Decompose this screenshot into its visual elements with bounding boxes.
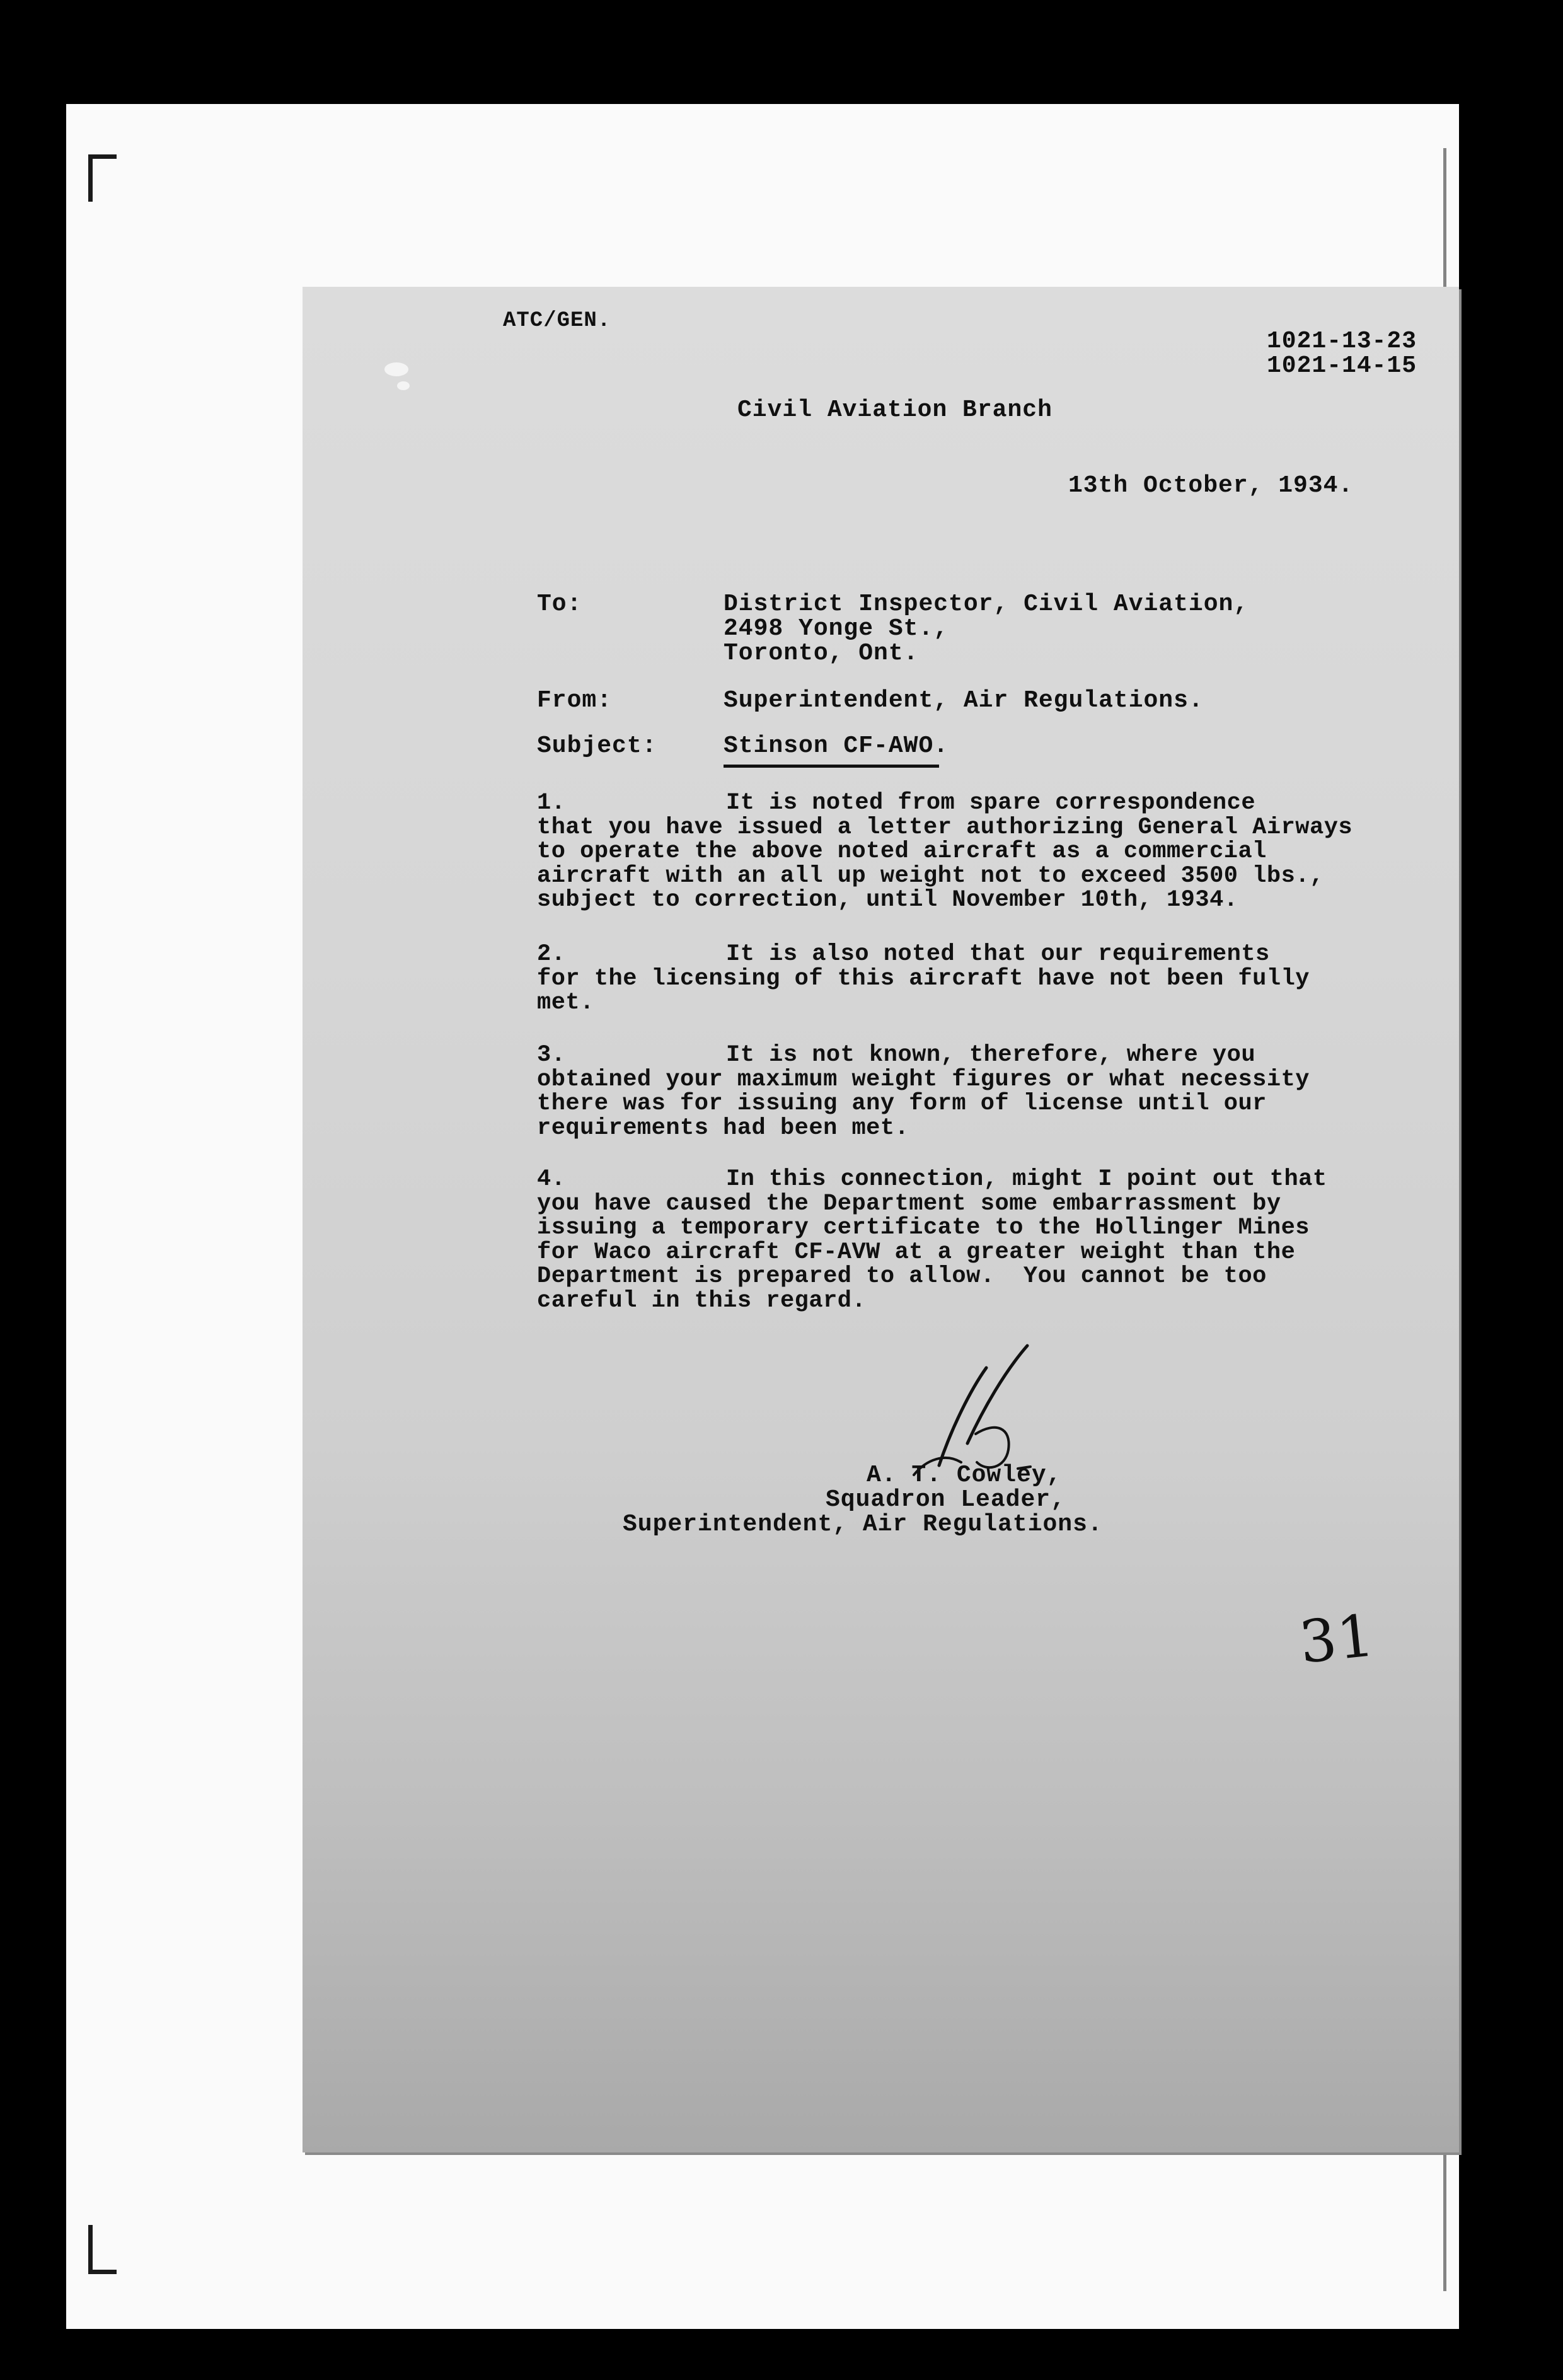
signature-rank: Squadron Leader, xyxy=(826,1486,1066,1513)
to-address-line: District Inspector, Civil Aviation, xyxy=(724,591,1249,618)
page-number-annotation: 31 xyxy=(1296,1602,1378,1677)
paragraph-line: requirements had been met. xyxy=(537,1114,909,1141)
paragraph-line: aircraft with an all up weight not to exceed 3500 lbs., xyxy=(537,862,1324,889)
crop-mark-top-left-bar xyxy=(88,154,117,159)
letter-date: 13th October, 1934. xyxy=(1068,472,1354,499)
paragraph-line: It is noted from spare correspondence xyxy=(726,790,1256,816)
crop-mark-bottom-left xyxy=(88,2225,93,2274)
to-address-line: 2498 Yonge St., xyxy=(724,615,949,642)
crop-mark-bottom-left-bar xyxy=(88,2270,117,2274)
paragraph-line: It is not known, therefore, where you xyxy=(726,1042,1256,1068)
paragraph-number: 2. xyxy=(537,941,566,968)
paragraph-line: for the licensing of this aircraft have not been fully xyxy=(537,965,1310,992)
paragraph-line: there was for issuing any form of license until our xyxy=(537,1090,1267,1117)
paragraph-line: obtained your maximum weight figures or what necessity xyxy=(537,1066,1310,1093)
letter-page xyxy=(303,287,1459,2152)
paragraph-number: 4. xyxy=(537,1166,566,1193)
paragraph-line: Department is prepared to allow. You cannot be too xyxy=(537,1263,1267,1290)
paragraph-line: that you have issued a letter authorizing General Airways xyxy=(537,814,1353,841)
from-label: From: xyxy=(537,687,613,714)
reference-code: ATC/GEN. xyxy=(503,309,611,333)
subject-value: Stinson CF-AWO. xyxy=(724,732,949,760)
file-number: 1021-14-15 xyxy=(1267,352,1417,379)
paragraph-4 xyxy=(537,1167,1438,1313)
paragraph-number: 1. xyxy=(537,790,566,816)
branch-heading: Civil Aviation Branch xyxy=(737,396,1053,424)
paper-tear xyxy=(397,381,410,390)
subject-label: Subject: xyxy=(537,732,657,760)
from-value: Superintendent, Air Regulations. xyxy=(724,687,1204,714)
paragraph-line: careful in this regard. xyxy=(537,1287,867,1314)
paragraph-line: In this connection, might I point out that xyxy=(726,1166,1327,1193)
paragraph-line: you have caused the Department some embarrassment by xyxy=(537,1190,1281,1217)
crop-mark-top-left xyxy=(88,154,93,202)
paragraph-line: met. xyxy=(537,990,594,1016)
to-address-line: Toronto, Ont. xyxy=(724,640,919,667)
to-label: To: xyxy=(537,591,582,618)
signature-title: Superintendent, Air Regulations. xyxy=(623,1511,1103,1538)
paragraph-line: issuing a temporary certificate to the Hollinger Mines xyxy=(537,1215,1310,1241)
paragraph-line: subject to correction, until November 10th, 1934. xyxy=(537,887,1238,913)
paper-tear xyxy=(384,362,408,376)
paragraph-3 xyxy=(537,1043,1438,1140)
paragraph-line: for Waco aircraft CF-AVW at a greater weight than the xyxy=(537,1239,1296,1266)
subject-underline xyxy=(724,765,939,768)
signature-name: A. T. Cowley, xyxy=(867,1462,1062,1489)
paragraph-line: It is also noted that our requirements xyxy=(726,941,1270,968)
paragraph-number: 3. xyxy=(537,1042,566,1068)
file-number: 1021-13-23 xyxy=(1267,328,1417,355)
paragraph-2 xyxy=(537,942,1438,1015)
paragraph-1 xyxy=(537,791,1438,913)
paragraph-line: to operate the above noted aircraft as a commercial xyxy=(537,838,1267,865)
